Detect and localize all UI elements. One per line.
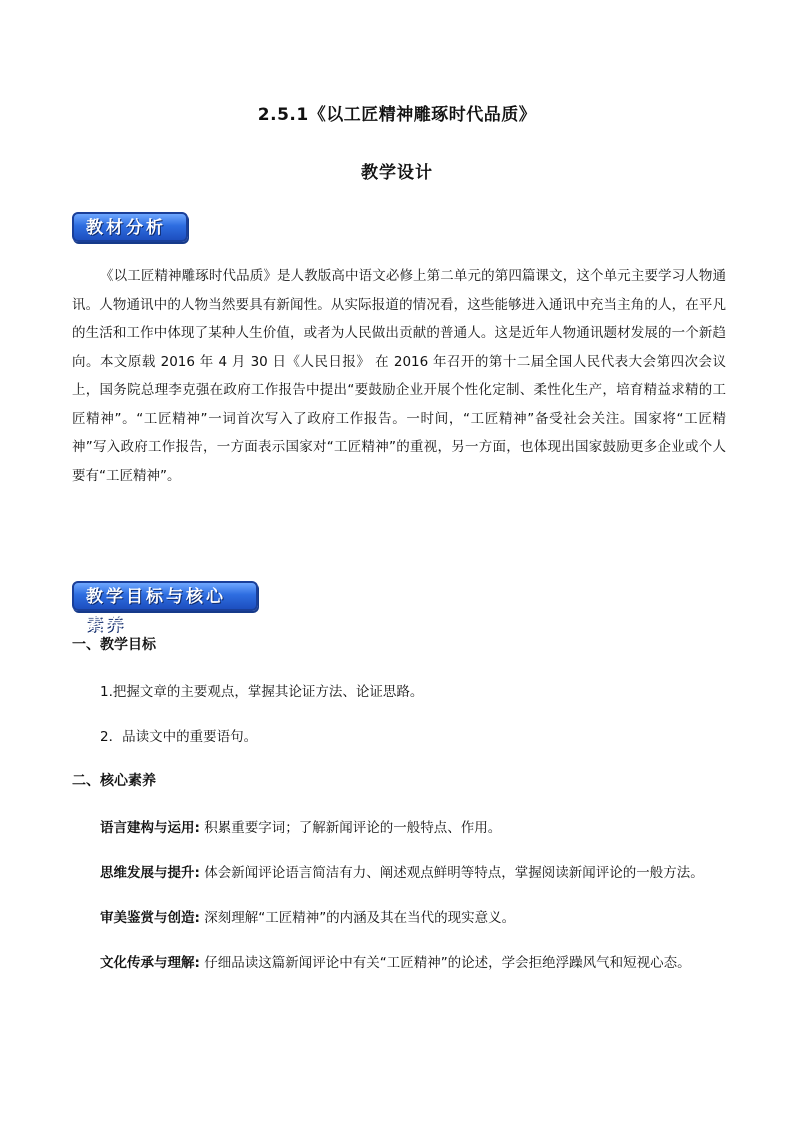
core-item [100,861,704,881]
analysis-paragraph: 《以工匠精神雕琢时代品质》是人教版高中语文必修上第二单元的第四篇课文，这个单元主要学习人物通讯。人物通讯中的人物当然要具有新闻性。从实际报道的情况看，这些能够进入通讯中充当主角的人，在平凡的生活和工作中体现了某种人生价值，或者为人民做出贡献的普通人。这是近年人物通讯题材发展的一个新趋向。本文原载 2016 年 4 月 30 日《人民日报》 在 2016 年召开的第十二届全国人民代表大会第四次会议上，国务院总理李克强在政府工作报告中提出“要鼓励企业开展个性化定制、柔性化生产，培育精益求精的工匠精神”。“工匠精神”一词首次写入了政府工作报告。一时间，“工匠精神”备受社会关注。国家将“工匠精神”写入政府工作报告，一方面表示国家对“工匠精神”的重视，另一方面，也体现出国家鼓励更多企业或个人要有“工匠精神”。 [72,268,726,484]
core-item-label: 审美鉴赏与创造: [100,910,200,926]
core-item-label: 文化传承与理解: [100,955,200,971]
goal-item: 2．品读文中的重要语句。 [100,729,258,745]
document-subtitle: 教学设计 [361,163,433,183]
core-item-text: 积累重要字词；了解新闻评论的一般特点、作用。 [199,820,502,836]
core-item-text: 深刻理解“工匠精神”的内涵及其在当代的现实意义。 [199,910,516,926]
core-heading: 二、核心素养 [72,773,156,789]
core-item-label: 语言建构与运用: [100,820,200,836]
core-item-text: 仔细品读这篇新闻评论中有关“工匠精神”的论述，学会拒绝浮躁风气和短视心态。 [199,955,691,971]
core-item-label: 思维发展与提升: [100,865,200,881]
section-badge-analysis: 教材分析 [72,212,188,242]
section-badge-goals: 教学目标与核心素养 [72,581,258,611]
core-item-text: 体会新闻评论语言简洁有力、阐述观点鲜明等特点，掌握阅读新闻评论的一般方法。 [199,865,704,881]
document-title: 2.5.1《以工匠精神雕琢时代品质》 [257,105,537,125]
goal-item: 1.把握文章的主要观点，掌握其论证方法、论证思路。 [100,684,424,700]
goals-heading: 一、教学目标 [72,637,156,653]
core-item [100,816,501,836]
core-item [100,906,515,926]
core-item [100,951,691,971]
